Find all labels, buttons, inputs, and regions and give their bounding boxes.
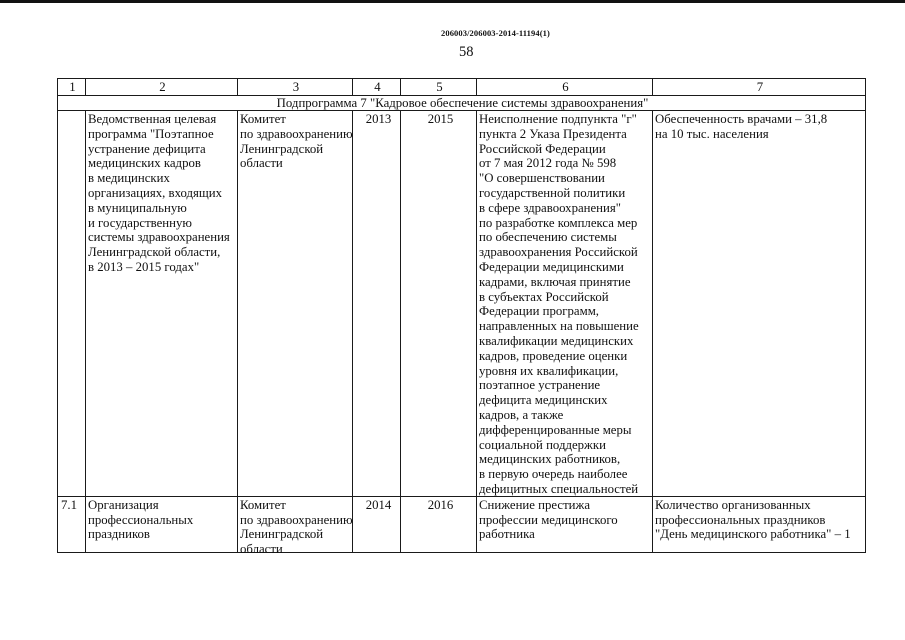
- executor-cell: [238, 111, 353, 497]
- start-year-cell: [353, 497, 401, 553]
- consequences: Снижение престижа профессии медицинского работника: [479, 498, 618, 541]
- document-id: 206003/206003-2014-11194(1): [441, 28, 550, 38]
- table-row: [58, 497, 866, 553]
- indicator: Количество организованных профессиональных праздников "День медицинского работника" – 1: [655, 498, 851, 541]
- column-number-6: [477, 79, 653, 96]
- row-number: [58, 111, 85, 496]
- executor-cell: [238, 497, 353, 556]
- end-year: 2015: [427, 112, 454, 126]
- program-cell: [86, 111, 238, 497]
- end-year-cell: [401, 497, 477, 553]
- consequences-cell: [477, 111, 653, 497]
- program-name: Организация профессиональных праздников: [88, 498, 194, 541]
- subprogram-title: Подпрограмма 7 "Кадровое обеспечение системы здравоохранения": [276, 96, 649, 110]
- program-cell: [86, 497, 238, 553]
- end-year: 2016: [427, 498, 454, 512]
- column-number-label: 6: [562, 80, 569, 94]
- column-number-1: [58, 79, 86, 96]
- column-number-3: [238, 79, 353, 96]
- program-name: Ведомственная целевая программа "Поэтапное устранение дефицита медицинских кадров в медицинских организациях, входящих в муниципальную и государственную системы здравоохранения Ленинградской области, в 2013 – 2015 годах": [88, 112, 230, 274]
- column-number-2: [86, 79, 238, 96]
- column-number-5: [401, 79, 477, 96]
- column-number-label: 5: [436, 80, 443, 94]
- column-number-label: 4: [374, 80, 381, 94]
- column-number-label: 3: [292, 80, 300, 94]
- column-number-label: 1: [69, 80, 76, 94]
- indicator-cell: [653, 111, 866, 497]
- indicator-cell: [653, 497, 866, 553]
- column-number-4: [353, 79, 401, 96]
- consequences-cell: [477, 497, 653, 553]
- subprogram-cell: [58, 96, 866, 111]
- consequences: Неисполнение подпункта "г" пункта 2 Указа Президента Российской Федерации от 7 мая 2012 года № 598 "О совершенствовании государственной политики в сфере здравоохранения" по разработке комплекса мер по обеспечению системы здравоохранения Российской Федерации медицинскими кадрами, включая принятие в субъектах Российской Федерации программ, направленных на повышение квалификации медицинских кадров, проведение оценки уровня их квалификации, поэтапное устранение дефицита медицинских кадров, а также дифференцированные меры социальной поддержки медицинских работников, в первую очередь наиболее дефицитных специальностей: [479, 112, 639, 496]
- row-number: 7.1: [61, 498, 77, 512]
- column-number-7: [653, 79, 866, 96]
- end-year-cell: [401, 111, 477, 497]
- subprogram-row: [58, 96, 866, 111]
- indicator: Обеспеченность врачами – 31,8 на 10 тыс. населения: [655, 112, 828, 141]
- row-number-cell: [58, 497, 86, 553]
- program-table: [57, 78, 866, 556]
- start-year: 2013: [365, 112, 392, 126]
- row-number-cell: [58, 111, 86, 497]
- executor: Комитет по здравоохранению Ленинградской области: [240, 498, 353, 556]
- column-number-label: 2: [159, 80, 166, 94]
- table-row: [58, 111, 866, 497]
- column-number-label: 7: [756, 80, 764, 94]
- scan-top-border: [0, 0, 905, 3]
- start-year-cell: [353, 111, 401, 497]
- column-number-row: [58, 79, 866, 96]
- page-number: 58: [459, 44, 474, 60]
- executor: Комитет по здравоохранению Ленинградской области: [240, 112, 353, 171]
- start-year: 2014: [365, 498, 392, 512]
